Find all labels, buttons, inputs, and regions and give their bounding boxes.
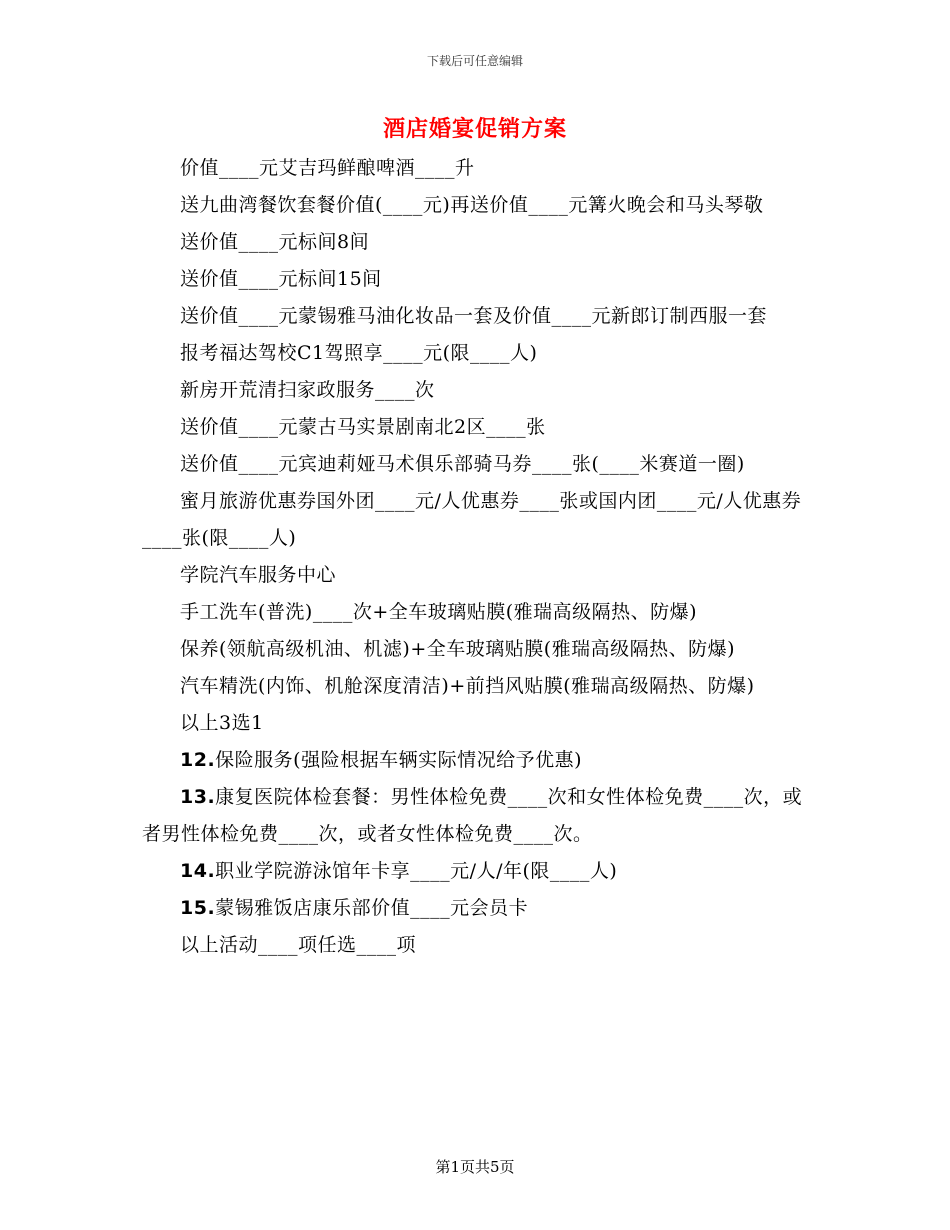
item-text: 康复医院体检套餐：男性体检免费____次和女性体检免费____次，或者男性体检免费____次，或者女性体检免费____次。 bbox=[142, 786, 803, 845]
paragraph: 报考福达驾校C1驾照享____元(限____人) bbox=[180, 342, 538, 364]
paragraph: 汽车精洗(内饰、机舱深度清洁)+前挡风贴膜(雅瑞高级隔热、防爆) bbox=[180, 675, 755, 697]
item-text: 保险服务(强险根据车辆实际情况给予优惠) bbox=[215, 749, 582, 771]
paragraph: 送价值____元宾迪莉娅马术俱乐部骑马券____张(____米赛道一圈) bbox=[180, 453, 745, 475]
paragraph: 蜜月旅游优惠券国外团____元/人优惠券____张或国内团____元/人优惠券____张(限____人) bbox=[142, 490, 802, 549]
item-number: 12. bbox=[180, 749, 216, 771]
page-number-footer: 第1页共5页 bbox=[435, 1158, 515, 1176]
paragraph: 价值____元艾吉玛鲜酿啤酒____升 bbox=[180, 157, 475, 179]
paragraph: 保养(领航高级机油、机滤)+全车玻璃贴膜(雅瑞高级隔热、防爆) bbox=[180, 638, 736, 660]
item-text: 蒙锡雅饭店康乐部价值____元会员卡 bbox=[215, 897, 529, 919]
closing-paragraph: 以上活动____项任选____项 bbox=[180, 934, 417, 956]
paragraph: 送价值____元标间8间 bbox=[180, 231, 370, 253]
item-number: 13. bbox=[180, 786, 216, 808]
document-body bbox=[142, 150, 808, 964]
document-title: 酒店婚宴促销方案 bbox=[382, 116, 567, 142]
item-number: 14. bbox=[180, 860, 216, 882]
numbered-item bbox=[142, 742, 808, 779]
paragraph: 送九曲湾餐饮套餐价值(____元)再送价值____元篝火晚会和马头琴敬 bbox=[180, 194, 764, 216]
paragraph: 新房开荒清扫家政服务____次 bbox=[180, 379, 435, 401]
paragraph: 学院汽车服务中心 bbox=[180, 564, 337, 586]
numbered-item bbox=[142, 890, 808, 927]
numbered-item bbox=[142, 779, 808, 853]
paragraph: 送价值____元标间15间 bbox=[180, 268, 382, 290]
paragraph: 以上3选1 bbox=[180, 712, 264, 734]
paragraph: 送价值____元蒙古马实景剧南北2区____张 bbox=[180, 416, 546, 438]
numbered-item bbox=[142, 853, 808, 890]
paragraph: 送价值____元蒙锡雅马油化妆品一套及价值____元新郎订制西服一套 bbox=[180, 305, 768, 327]
item-text: 职业学院游泳馆年卡享____元/人/年(限____人) bbox=[215, 860, 618, 882]
item-number: 15. bbox=[180, 897, 216, 919]
page-header-note: 下载后可任意编辑 bbox=[426, 54, 523, 68]
paragraph: 手工洗车(普洗)____次+全车玻璃贴膜(雅瑞高级隔热、防爆) bbox=[180, 601, 698, 623]
